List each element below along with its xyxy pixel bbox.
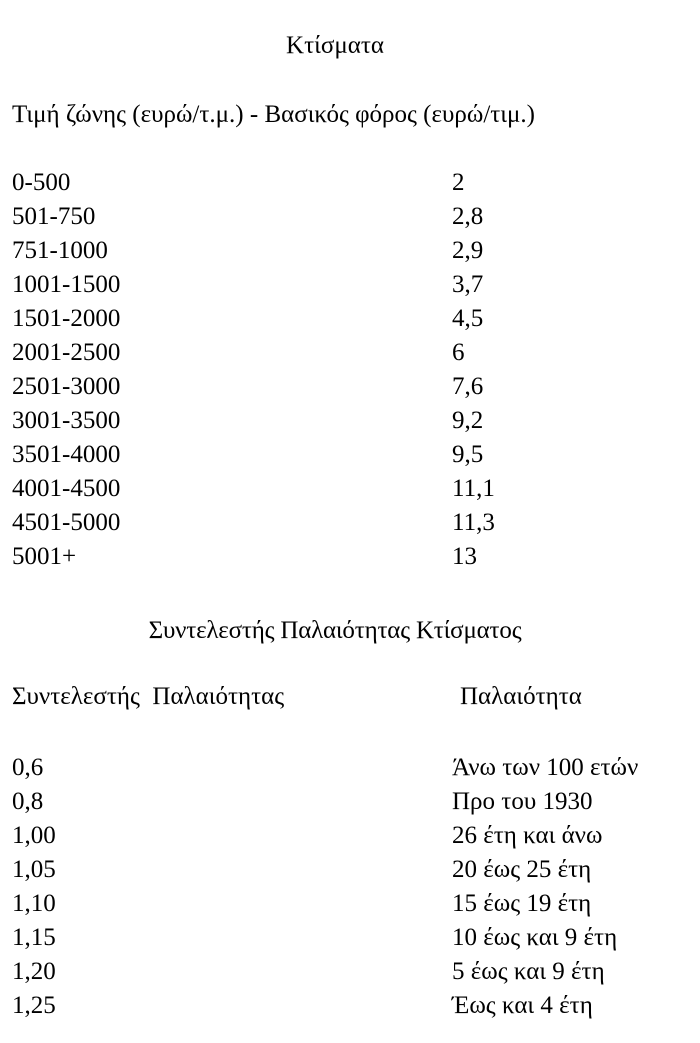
- table-row: [12, 472, 692, 506]
- table-row: [12, 955, 692, 989]
- table-row: [12, 921, 692, 955]
- coefficient-value: 1,20: [12, 958, 56, 985]
- tax-value: 3,7: [452, 271, 484, 298]
- table-row: [12, 819, 692, 853]
- table-row: [12, 166, 692, 200]
- age-value: 5 έως και 9 έτη: [452, 958, 605, 985]
- age-value: 20 έως 25 έτη: [452, 856, 592, 883]
- tax-value: 6: [452, 339, 465, 366]
- zone-value: 0-500: [12, 169, 71, 196]
- table-row: [12, 989, 692, 1023]
- table-row: [12, 404, 692, 438]
- table-row: [12, 853, 692, 887]
- section-title-buildings: Κτίσματα: [286, 32, 384, 59]
- zone-tax-header: Τιμή ζώνης (ευρώ/τ.μ.) - Βασικός φόρος (ευρώ/τιμ.): [12, 101, 536, 128]
- coefficient-value: 0,8: [12, 788, 44, 815]
- table-row: [12, 370, 692, 404]
- zone-value: 3001-3500: [12, 407, 121, 434]
- table-row: [12, 506, 692, 540]
- table-row: [12, 302, 692, 336]
- age-column-header: Παλαιότητα: [460, 683, 582, 710]
- tax-value: 7,6: [452, 373, 484, 400]
- table-row: [12, 751, 692, 785]
- coefficient-value: 1,25: [12, 992, 56, 1019]
- zone-value: 1501-2000: [12, 305, 121, 332]
- age-value: 10 έως και 9 έτη: [452, 924, 618, 951]
- zone-value: 5001+: [12, 543, 77, 570]
- table-row: [12, 234, 692, 268]
- table-row: [12, 200, 692, 234]
- zone-value: 1001-1500: [12, 271, 121, 298]
- coefficient-value: 1,00: [12, 822, 56, 849]
- table-row: [12, 887, 692, 921]
- age-coefficient-table: [12, 751, 692, 1023]
- table-row: [12, 336, 692, 370]
- age-value: Προ του 1930: [452, 788, 593, 815]
- coefficient-column-header: Συντελεστής Παλαιότητας: [12, 683, 285, 710]
- zone-value: 751-1000: [12, 237, 108, 264]
- table-row: [12, 268, 692, 302]
- coefficient-value: 0,6: [12, 754, 44, 781]
- age-value: Έως και 4 έτη: [452, 992, 593, 1019]
- zone-value: 2501-3000: [12, 373, 121, 400]
- coefficient-value: 1,10: [12, 890, 56, 917]
- tax-value: 9,2: [452, 407, 484, 434]
- table-row: [12, 438, 692, 472]
- table-row: [12, 785, 692, 819]
- zone-value: 3501-4000: [12, 441, 121, 468]
- tax-value: 2: [452, 169, 465, 196]
- tax-value: 9,5: [452, 441, 484, 468]
- age-value: 15 έως 19 έτη: [452, 890, 592, 917]
- tax-value: 13: [452, 543, 477, 570]
- zone-tax-table: [12, 166, 692, 574]
- tax-value: 11,1: [452, 475, 495, 502]
- zone-value: 4001-4500: [12, 475, 121, 502]
- table-row: [12, 540, 692, 574]
- age-table-header: [12, 680, 692, 714]
- age-value: 26 έτη και άνω: [452, 822, 603, 849]
- tax-value: 2,9: [452, 237, 484, 264]
- tax-value: 4,5: [452, 305, 484, 332]
- coefficient-value: 1,15: [12, 924, 56, 951]
- tax-value: 2,8: [452, 203, 484, 230]
- tax-value: 11,3: [452, 509, 495, 536]
- section-title-age-coefficient: Συντελεστής Παλαιότητας Κτίσματος: [148, 617, 522, 644]
- zone-value: 4501-5000: [12, 509, 121, 536]
- coefficient-value: 1,05: [12, 856, 56, 883]
- zone-value: 501-750: [12, 203, 96, 230]
- zone-value: 2001-2500: [12, 339, 121, 366]
- age-value: Άνω των 100 ετών: [452, 754, 639, 781]
